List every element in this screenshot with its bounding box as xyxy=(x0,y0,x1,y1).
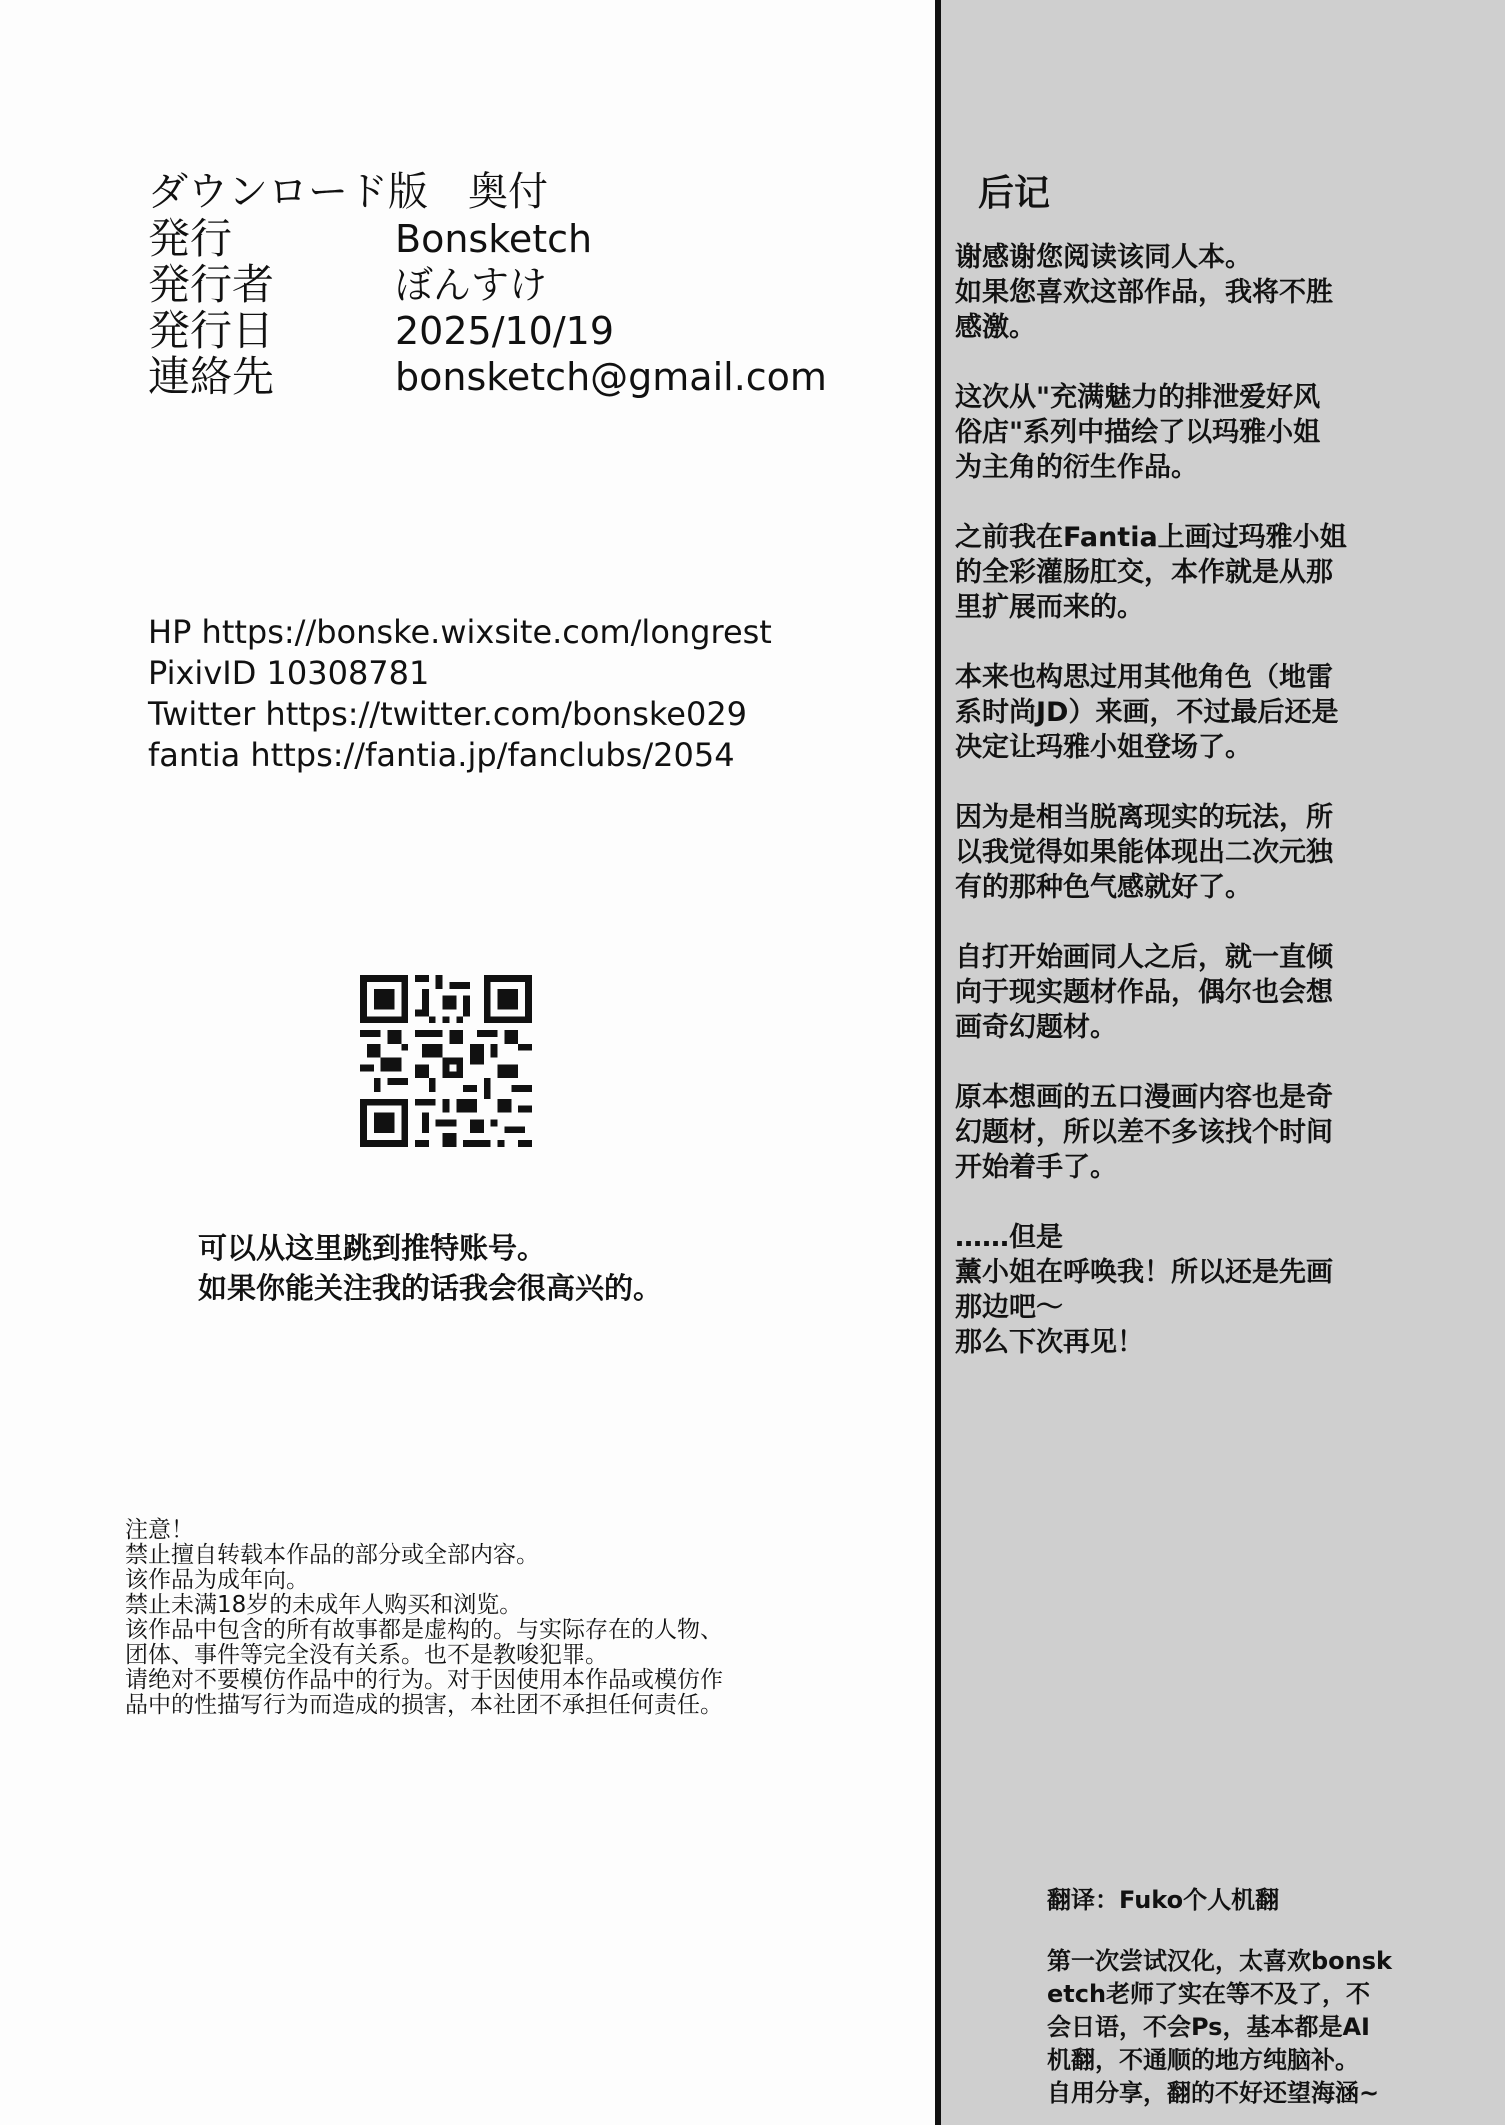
follow-line: 如果你能关注我的话我会很高兴的。 xyxy=(198,1271,663,1305)
notice-line: 禁止擅自转载本作品的部分或全部内容。 xyxy=(125,1542,539,1568)
notice-line: 该作品为成年向。 xyxy=(125,1567,309,1593)
afterword-paragraph: 因为是相当脱离现实的玩法，所 以我觉得如果能体现出二次元独 有的那种色气感就好了。 xyxy=(955,802,1333,903)
afterword-paragraph: 之前我在Fantia上画过玛雅小姐 的全彩灌肠肛交，本作就是从那 里扩展而来的。 xyxy=(955,522,1347,623)
colophon-key: 発行日 xyxy=(148,306,275,355)
qr-code[interactable] xyxy=(360,975,532,1147)
notice-line: 品中的性描写行为而造成的损害，本社团不承担任何责任。 xyxy=(125,1692,723,1718)
colophon-key: 連絡先 xyxy=(148,352,275,401)
notice-line: 注意！ xyxy=(125,1517,194,1543)
colophon-key: 発行者 xyxy=(148,260,275,309)
afterword-paragraph: 这次从"充满魅力的排泄爱好风 俗店"系列中描绘了以玛雅小姐 为主角的衍生作品。 xyxy=(955,382,1321,483)
notice-line: 该作品中包含的所有故事都是虚构的。与实际存在的人物、 xyxy=(125,1617,723,1643)
notice xyxy=(125,1518,723,1718)
homepage-link[interactable]: HP https://bonske.wixsite.com/longrest xyxy=(148,613,772,651)
colophon-value: Bonsketch xyxy=(395,217,593,261)
afterword-paragraph: 自打开始画同人之后，就一直倾 向于现实题材作品，偶尔也会想 画奇幻题材。 xyxy=(955,942,1333,1043)
colophon-value: ぼんすけ xyxy=(395,263,548,307)
afterword-title: 后记 xyxy=(978,173,1051,214)
twitter-link[interactable]: Twitter https://twitter.com/bonske029 xyxy=(148,695,748,733)
afterword-paragraph: 原本想画的五口漫画内容也是奇 幻题材，所以差不多该找个时间 开始着手了。 xyxy=(955,1082,1333,1183)
colophon-key: 発行 xyxy=(148,214,233,263)
fantia-link[interactable]: fantia https://fantia.jp/fanclubs/2054 xyxy=(148,736,735,774)
colophon-title: ダウンロード版 奥付 xyxy=(148,169,548,215)
translator-credit: 翻译：Fuko个人机翻 xyxy=(1047,1886,1280,1914)
afterword xyxy=(955,240,1495,1395)
colophon-row-contact xyxy=(148,354,827,400)
colophon-row-date xyxy=(148,308,827,354)
pixiv-id: PixivID 10308781 xyxy=(148,654,430,692)
notice-line: 请绝对不要模仿作品中的行为。对于因使用本作品或模仿作 xyxy=(125,1667,723,1693)
notice-line: 禁止未满18岁的未成年人购买和浏览。 xyxy=(125,1592,523,1618)
follow-message xyxy=(198,1228,662,1308)
afterword-paragraph: ……但是 薰小姐在呼唤我！所以还是先画 那边吧～ 那么下次再见！ xyxy=(955,1222,1333,1358)
translator-note: 第一次尝试汉化，太喜欢bonsk etch老师了实在等不及了，不 会日语，不会Ps，基本都是AI 机翻，不通顺的地方纯脑补。 自用分享，翻的不好还望海涵~ xyxy=(1047,1947,1392,2107)
notice-line: 团体、事件等完全没有关系。也不是教唆犯罪。 xyxy=(125,1642,608,1668)
follow-line: 可以从这里跳到推特账号。 xyxy=(198,1231,547,1265)
afterword-paragraph: 谢感谢您阅读该同人本。 如果您喜欢这部作品，我将不胜 感激。 xyxy=(955,242,1333,343)
colophon-value: 2025/10/19 xyxy=(395,309,615,353)
colophon-value: bonsketch@gmail.com xyxy=(395,355,827,399)
colophon-row-publisher xyxy=(148,216,827,262)
afterword-paragraph: 本来也构思过用其他角色（地雷 系时尚JD）来画，不过最后还是 决定让玛雅小姐登场了。 xyxy=(955,662,1339,763)
link-list xyxy=(148,612,772,776)
colophon xyxy=(148,168,827,400)
colophon-row-author xyxy=(148,262,827,308)
